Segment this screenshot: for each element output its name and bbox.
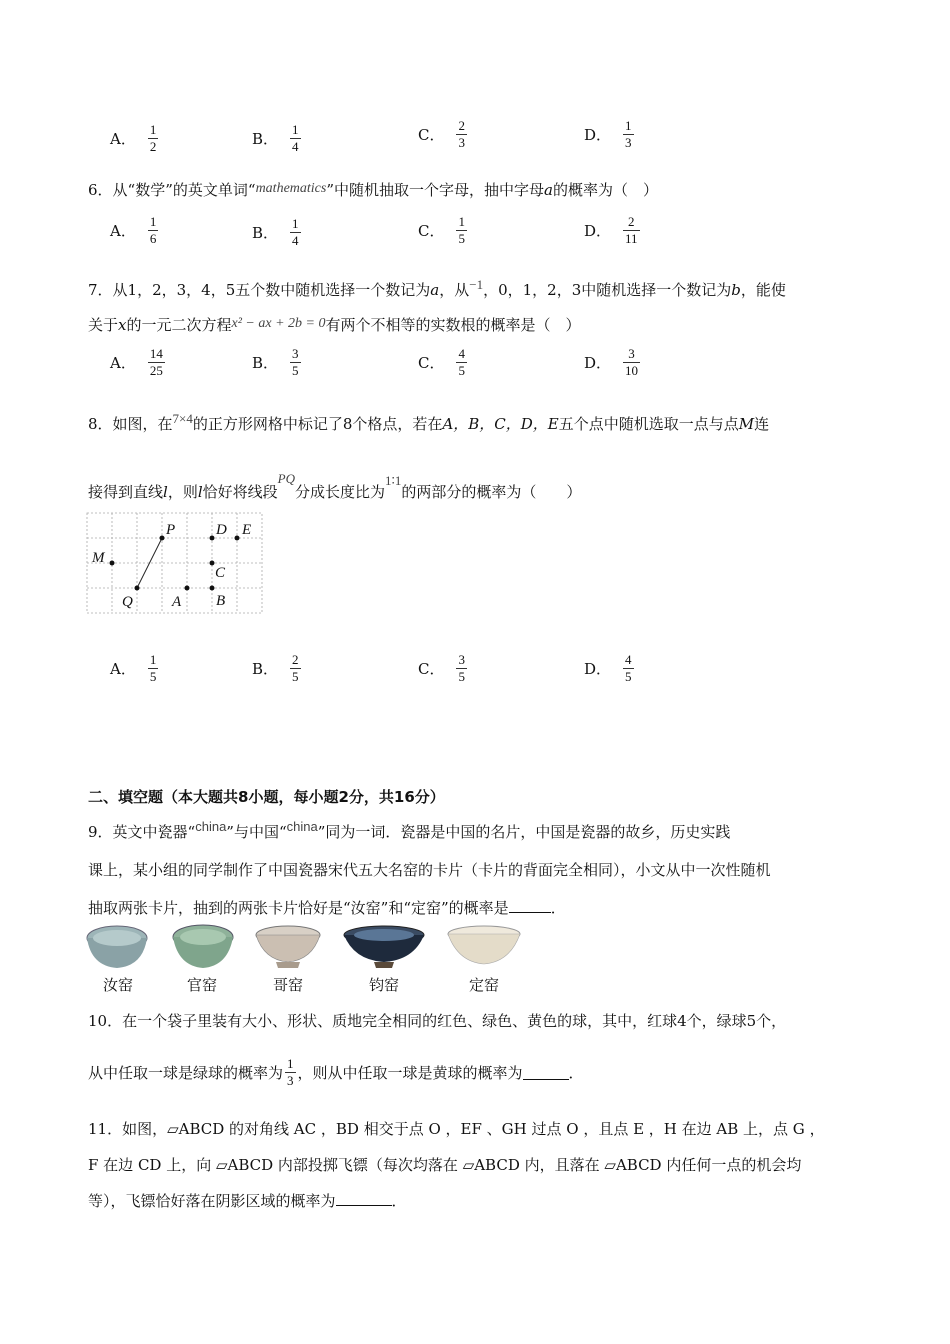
ge-kiln-bowl bbox=[256, 926, 320, 968]
numerator: 4 bbox=[458, 346, 465, 361]
kiln-label-ru: 汝窑 bbox=[102, 976, 133, 994]
fraction bbox=[456, 214, 467, 247]
denominator: 5 bbox=[625, 669, 632, 684]
fraction bbox=[148, 652, 159, 685]
option-label: D． bbox=[584, 126, 612, 144]
point-a bbox=[185, 586, 190, 591]
q7-text: ，从 bbox=[439, 281, 470, 299]
q10-text: ． bbox=[568, 1063, 584, 1082]
var-l: l bbox=[163, 483, 168, 501]
grid-size: 7×4 bbox=[172, 411, 193, 426]
numerator: 1 bbox=[458, 214, 465, 229]
q6-text: 的概率为（ ） bbox=[552, 181, 658, 199]
fraction bbox=[623, 346, 640, 379]
q6-option-b[interactable] bbox=[252, 216, 301, 249]
denominator: 5 bbox=[458, 363, 465, 378]
q7-line-2 bbox=[88, 307, 868, 342]
option-label: C． bbox=[418, 660, 445, 678]
option-label: A． bbox=[110, 222, 136, 240]
q9-line-1 bbox=[88, 810, 868, 849]
answer-blank[interactable] bbox=[523, 1065, 569, 1080]
q8-option-d[interactable] bbox=[584, 652, 634, 685]
q7-option-c[interactable] bbox=[418, 346, 467, 379]
q8-option-c[interactable] bbox=[418, 652, 467, 685]
numerator: 2 bbox=[458, 118, 465, 133]
label-m: M bbox=[92, 550, 105, 566]
question-6 bbox=[88, 172, 868, 207]
q8-text: 五个点中随机选取一点与点 bbox=[558, 415, 739, 433]
segment-pq: PQ bbox=[277, 471, 296, 486]
q11-text: 等），飞镖恰好落在阴影区域的概率为 bbox=[88, 1192, 336, 1210]
denominator: 3 bbox=[625, 135, 632, 150]
kiln-label-jun: 钧窑 bbox=[368, 976, 399, 994]
label-e: E bbox=[242, 522, 252, 538]
point-q bbox=[135, 586, 140, 591]
kiln-bowls-figure bbox=[86, 922, 526, 974]
fraction bbox=[623, 118, 634, 151]
question-8-line-2 bbox=[88, 462, 868, 509]
option-label: D． bbox=[584, 354, 612, 372]
q8-grid-figure bbox=[86, 512, 266, 618]
q5-option-c[interactable] bbox=[418, 118, 467, 151]
q8-text: ，则 bbox=[167, 483, 198, 501]
section-heading: 二、填空题（本大题共8小题，每小题2分，共16分） bbox=[88, 788, 445, 806]
q11-line-3 bbox=[88, 1184, 868, 1218]
fraction bbox=[148, 346, 165, 379]
q9-line-2: 课上，某小组的同学制作了中国瓷器宋代五大名窑的卡片（卡片的背面完全相同），小文从中一次性随机 bbox=[88, 861, 771, 879]
q11-line-2: F 在边 CD 上，向 ▱ABCD 内部投掷飞镖（每次均落在 ▱ABCD 内，且落在 ▱ABCD 内任何一点的机会均 bbox=[88, 1156, 802, 1174]
numerator: 2 bbox=[628, 214, 635, 229]
var-a: a bbox=[430, 281, 440, 299]
q6-option-d[interactable] bbox=[584, 214, 640, 247]
denominator: 11 bbox=[625, 231, 638, 246]
ratio: 1∶1 bbox=[385, 473, 402, 488]
denominator: 5 bbox=[292, 669, 299, 684]
option-label: B． bbox=[252, 224, 279, 242]
q7-option-a[interactable] bbox=[110, 346, 165, 379]
point-e bbox=[235, 536, 240, 541]
fraction bbox=[290, 346, 301, 379]
q7-line-1 bbox=[88, 268, 868, 307]
q7-text: ，0，1，2，3中随机选择一个数记为 bbox=[483, 281, 732, 299]
var-l: l bbox=[197, 483, 203, 501]
label-c: C bbox=[215, 565, 226, 581]
numerator: 1 bbox=[292, 216, 299, 231]
option-label: B． bbox=[252, 354, 279, 372]
q8-text: 的两部分的概率为（ ） bbox=[401, 483, 582, 501]
numerator: 3 bbox=[458, 652, 465, 667]
var-m: M bbox=[738, 415, 755, 433]
q9-line-3 bbox=[88, 891, 868, 925]
fraction bbox=[623, 214, 640, 247]
kiln-label-ding: 定窑 bbox=[468, 976, 499, 994]
q8-option-b[interactable] bbox=[252, 652, 301, 685]
fraction bbox=[623, 652, 634, 685]
q9-text: ”与中国“ bbox=[226, 823, 287, 841]
numerator: 1 bbox=[292, 122, 299, 137]
numerator: 1 bbox=[149, 214, 157, 229]
point-d bbox=[210, 536, 215, 541]
q7-text: ，能使 bbox=[740, 281, 786, 299]
denominator: 6 bbox=[149, 231, 157, 246]
guan-kiln-bowl bbox=[173, 925, 233, 968]
q8-text: 接得到直线 bbox=[88, 483, 164, 501]
label-d: D bbox=[216, 522, 227, 538]
point-b bbox=[210, 586, 215, 591]
option-label: B． bbox=[252, 130, 279, 148]
q7-text: 7．从1，2，3，4，5五个数中随机选择一个数记为 bbox=[88, 281, 431, 299]
china-word: china bbox=[286, 819, 318, 834]
q8-text: 恰好将线段 bbox=[202, 483, 278, 501]
q9-text: ． bbox=[550, 899, 566, 917]
q8-text: 8．如图，在 bbox=[88, 415, 173, 433]
point-list: A，B，C，D，E bbox=[442, 415, 559, 433]
denominator: 5 bbox=[149, 669, 157, 684]
fraction bbox=[290, 652, 301, 685]
fraction bbox=[290, 122, 301, 155]
q6-option-c[interactable] bbox=[418, 214, 467, 247]
denominator: 3 bbox=[287, 1073, 294, 1088]
q10-line-1: 10．在一个袋子里装有大小、形状、质地完全相同的红色、绿色、黄色的球，其中，红球4个，绿球5个， bbox=[88, 1012, 787, 1030]
numerator: 4 bbox=[625, 652, 632, 667]
q6-option-a[interactable] bbox=[110, 214, 158, 247]
var-b: b bbox=[731, 281, 741, 299]
numerator: 1 bbox=[625, 118, 632, 133]
q8-text: 连 bbox=[754, 415, 770, 433]
denominator: 25 bbox=[149, 363, 163, 378]
q9-text: 9．英文中瓷器“ bbox=[88, 823, 196, 841]
fraction bbox=[148, 122, 159, 155]
label-a: A bbox=[172, 594, 182, 610]
denominator: 3 bbox=[458, 135, 465, 150]
question-11 bbox=[88, 1112, 868, 1218]
answer-blank[interactable] bbox=[336, 1191, 392, 1206]
q7-text: 的一元二次方程 bbox=[126, 316, 232, 334]
question-10-line-2 bbox=[88, 1056, 868, 1089]
question-10 bbox=[88, 1004, 868, 1038]
q8-text: 的正方形网格中标记了8个格点，若在 bbox=[192, 415, 443, 433]
denominator: 2 bbox=[149, 139, 157, 154]
q6-text: ”中随机抽取一个字母，抽中字母 bbox=[326, 181, 544, 199]
question-7 bbox=[88, 268, 868, 342]
option-label: A． bbox=[110, 130, 136, 148]
label-p: P bbox=[166, 522, 176, 538]
q9-text: 抽取两张卡片，抽到的两张卡片恰好是“汝窑”和“定窑”的概率是 bbox=[88, 899, 509, 917]
point-p bbox=[160, 536, 165, 541]
equation: x² − ax + 2b = 0 bbox=[231, 316, 326, 331]
option-label: C． bbox=[418, 126, 445, 144]
answer-blank[interactable] bbox=[509, 898, 551, 913]
denominator: 5 bbox=[458, 669, 465, 684]
q7-option-d[interactable] bbox=[584, 346, 640, 379]
fraction bbox=[290, 216, 301, 249]
point-m bbox=[110, 561, 115, 566]
option-label: A． bbox=[110, 354, 136, 372]
q7-option-b[interactable] bbox=[252, 346, 301, 379]
q10-text: ，则从中任取一球是黄球的概率为 bbox=[297, 1063, 523, 1082]
numerator: 1 bbox=[149, 122, 157, 137]
label-b: B bbox=[216, 593, 226, 609]
point-c bbox=[210, 561, 215, 566]
option-label: B． bbox=[252, 660, 279, 678]
ru-kiln-bowl bbox=[87, 926, 147, 968]
q7-text: 关于 bbox=[88, 316, 119, 334]
numerator: 1 bbox=[287, 1056, 294, 1071]
q5-option-b[interactable] bbox=[252, 122, 301, 155]
option-label: D． bbox=[584, 222, 612, 240]
question-8 bbox=[88, 402, 868, 441]
kiln-label-ge: 哥窑 bbox=[272, 976, 303, 994]
fraction bbox=[456, 652, 467, 685]
option-label: C． bbox=[418, 222, 445, 240]
fraction bbox=[456, 118, 467, 151]
denominator: 5 bbox=[458, 231, 465, 246]
numerator: 1 bbox=[149, 652, 157, 667]
q6-letter: a bbox=[544, 181, 553, 199]
neg-one: −1 bbox=[469, 277, 484, 292]
denominator: 10 bbox=[625, 363, 639, 378]
ding-kiln-bowl bbox=[448, 926, 520, 964]
q8-option-a[interactable] bbox=[110, 652, 158, 685]
var-x: x bbox=[118, 316, 127, 334]
numerator: 2 bbox=[292, 652, 299, 667]
q5-option-a[interactable] bbox=[110, 122, 158, 155]
fraction bbox=[456, 346, 467, 379]
numerator: 3 bbox=[292, 346, 299, 361]
q10-text: 从中任取一球是绿球的概率为 bbox=[88, 1063, 284, 1082]
q7-text: 有两个不相等的实数根的概率是（ ） bbox=[325, 316, 581, 334]
q11-text: ． bbox=[391, 1192, 407, 1210]
fraction bbox=[148, 214, 159, 247]
q8-text: 分成长度比为 bbox=[295, 483, 386, 501]
kiln-label-guan: 官窑 bbox=[186, 976, 217, 994]
denominator: 5 bbox=[292, 363, 299, 378]
china-word: china bbox=[195, 819, 227, 834]
q6-text: 6．从“数学”的英文单词“ bbox=[88, 181, 256, 199]
fraction bbox=[285, 1056, 296, 1089]
option-label: C． bbox=[418, 354, 445, 372]
q5-option-d[interactable] bbox=[584, 118, 634, 151]
numerator: 14 bbox=[149, 346, 163, 361]
label-q: Q bbox=[122, 594, 133, 610]
q6-word: mathematics bbox=[255, 181, 327, 196]
q11-line-1: 11．如图，▱ABCD 的对角线 AC ，BD 相交于点 O ，EF 、GH 过点 O ，且点 E ，H 在边 AB 上，点 G ， bbox=[88, 1120, 825, 1138]
denominator: 4 bbox=[292, 139, 299, 154]
jun-kiln-bowl bbox=[344, 926, 424, 968]
option-label: A． bbox=[110, 660, 136, 678]
numerator: 3 bbox=[628, 346, 635, 361]
question-9 bbox=[88, 810, 868, 925]
denominator: 4 bbox=[292, 233, 299, 248]
option-label: D． bbox=[584, 660, 612, 678]
q9-text: ”同为一词．瓷器是中国的名片，中国是瓷器的故乡，历史实践 bbox=[317, 823, 731, 841]
